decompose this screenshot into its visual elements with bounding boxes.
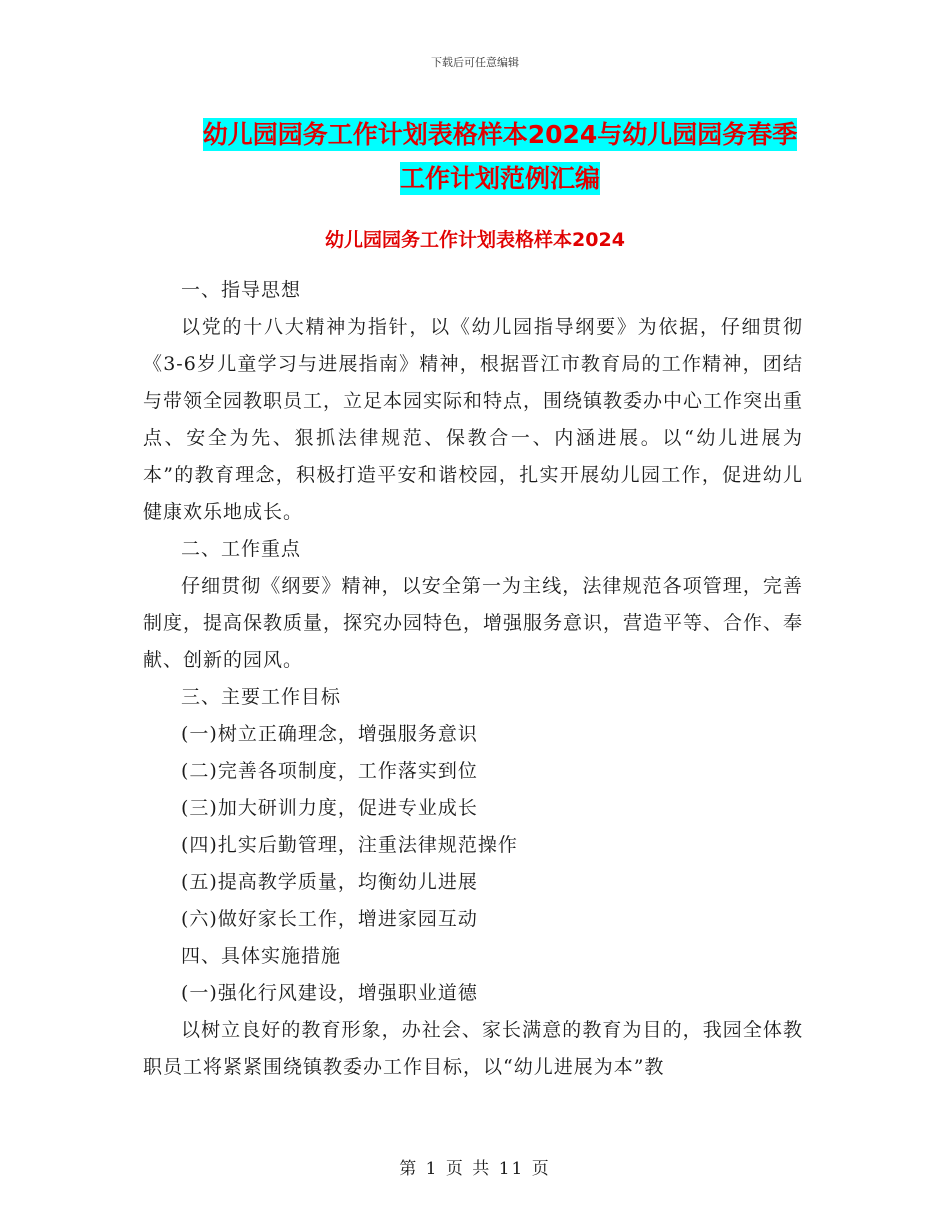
goal-item: (二)完善各项制度，工作落实到位 xyxy=(181,760,478,782)
document-body xyxy=(143,272,803,1086)
goal-item: (一)树立正确理念，增强服务意识 xyxy=(181,723,478,745)
document-title xyxy=(140,113,860,201)
document-title-line-2: 工作计划范例汇编 xyxy=(399,164,600,193)
heading-guiding-ideology: 一、指导思想 xyxy=(181,279,302,301)
goal-item: (五)提高教学质量，均衡幼儿进展 xyxy=(181,871,478,893)
header-note: 下载后可任意编辑 xyxy=(431,56,519,69)
goal-item: (三)加大研训力度，促进专业成长 xyxy=(181,797,478,819)
goal-item: (六)做好家长工作，增进家园互动 xyxy=(181,908,478,930)
page-footer: 第 1 页 共 11 页 xyxy=(399,1159,551,1179)
goal-item: (四)扎实后勤管理，注重法律规范操作 xyxy=(181,834,518,856)
heading-measures: 四、具体实施措施 xyxy=(181,945,342,967)
measure-item: (一)强化行风建设，增强职业道德 xyxy=(181,982,478,1004)
paragraph-guiding-ideology: 以党的十八大精神为指针，以《幼儿园指导纲要》为依据，仔细贯彻《3-6岁儿童学习与进展指南》精神，根据晋江市教育局的工作精神，团结与带领全园教职员工，立足本园实际和特点，围绕镇教委办中心工作突出重点、安全为先、狠抓法律规范、保教合一、内涵进展。以“幼儿进展为本”的教育理念，积极打造平安和谐校园，扎实开展幼儿园工作，促进幼儿健康欢乐地成长。 xyxy=(143,316,804,523)
heading-work-focus: 二、工作重点 xyxy=(181,538,302,560)
paragraph-measure: 以树立良好的教育形象，办社会、家长满意的教育为目的，我园全体教职员工将紧紧围绕镇教委办工作目标，以“幼儿进展为本”教 xyxy=(143,1019,803,1078)
heading-main-goals: 三、主要工作目标 xyxy=(181,686,342,708)
section-title: 幼儿园园务工作计划表格样本2024 xyxy=(325,229,625,251)
document-title-line-1: 幼儿园园务工作计划表格样本2024与幼儿园园务春季 xyxy=(202,120,798,149)
paragraph-work-focus: 仔细贯彻《纲要》精神，以安全第一为主线，法律规范各项管理，完善制度，提高保教质量，探究办园特色，增强服务意识，营造平等、合作、奉献、创新的园风。 xyxy=(143,575,804,671)
